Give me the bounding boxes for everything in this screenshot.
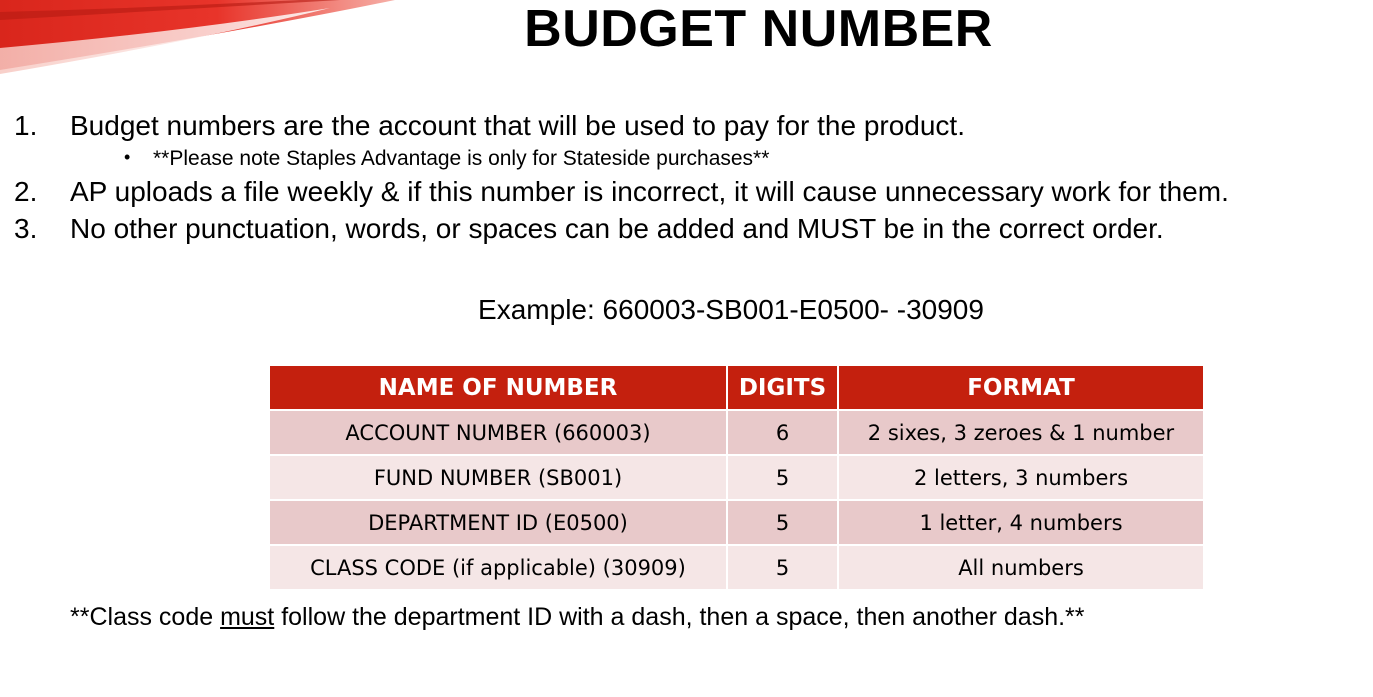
cell-name: ACCOUNT NUMBER (660003)	[269, 410, 727, 455]
cell-name: FUND NUMBER (SB001)	[269, 455, 727, 500]
note-text-before: **Class code	[70, 603, 221, 631]
budget-number-table	[268, 364, 1205, 591]
table-header-row	[269, 365, 1204, 410]
table-row	[269, 410, 1204, 455]
list-item-text: AP uploads a file weekly & if this number is incorrect, it will cause unnecessary work for them.	[70, 176, 1229, 207]
table-row	[269, 455, 1204, 500]
cell-format: 1 letter, 4 numbers	[838, 500, 1204, 545]
note-emphasis: must	[220, 603, 275, 631]
list-item-number: 1.	[14, 110, 38, 141]
cell-digits: 6	[727, 410, 838, 455]
note-text-after: follow the department ID with a dash, then a space, then another dash.**	[274, 603, 1085, 631]
list-item	[14, 107, 1364, 144]
cell-digits: 5	[727, 545, 838, 590]
column-header-digits: DIGITS	[727, 365, 838, 410]
sub-bullet-text: **Please note Staples Advantage is only for Stateside purchases**	[153, 147, 770, 170]
cell-format: All numbers	[838, 545, 1204, 590]
cell-name: CLASS CODE (if applicable) (30909)	[269, 545, 727, 590]
cell-digits: 5	[727, 500, 838, 545]
cell-name: DEPARTMENT ID (E0500)	[269, 500, 727, 545]
example-text: Example: 660003-SB001-E0500- -30909	[478, 294, 984, 325]
list-item	[14, 173, 1364, 210]
column-header-format: FORMAT	[838, 365, 1204, 410]
sub-bullet-item	[14, 144, 1364, 173]
list-item-text: No other punctuation, words, or spaces can be added and MUST be in the correct order.	[70, 213, 1164, 244]
table-row	[269, 545, 1204, 590]
column-header-name: NAME OF NUMBER	[269, 365, 727, 410]
cell-format: 2 sixes, 3 zeroes & 1 number	[838, 410, 1204, 455]
list-item-number: 3.	[14, 213, 38, 244]
class-code-note	[70, 600, 1085, 634]
page-title: BUDGET NUMBER	[524, 0, 993, 58]
cell-digits: 5	[727, 455, 838, 500]
numbered-list	[14, 107, 1364, 247]
list-item	[14, 210, 1364, 247]
bullet-icon: •	[124, 147, 131, 167]
list-item-number: 2.	[14, 176, 38, 207]
table-row	[269, 500, 1204, 545]
cell-format: 2 letters, 3 numbers	[838, 455, 1204, 500]
list-item-text: Budget numbers are the account that will be used to pay for the product.	[70, 110, 965, 141]
